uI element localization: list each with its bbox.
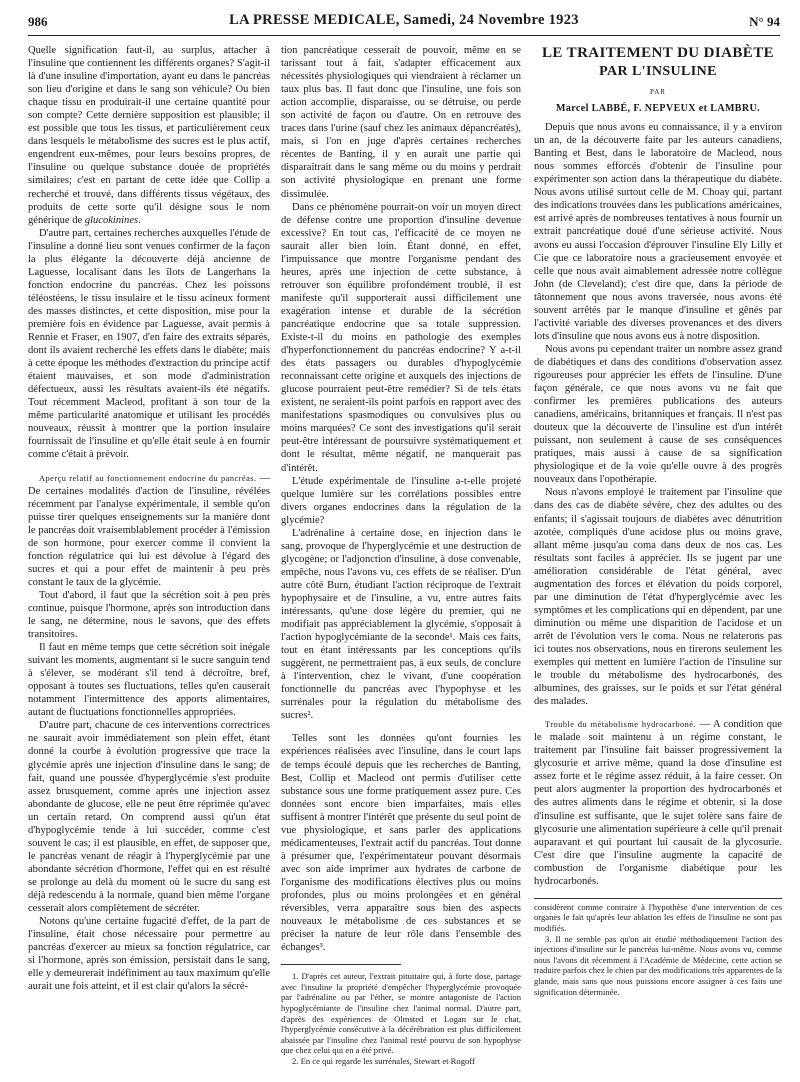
page-number: 986 (28, 14, 48, 29)
section-heading: Trouble du métabolisme hydrocarboné. (545, 720, 697, 730)
paragraph: Trouble du métabolisme hydrocarboné. — A condition que le malade soit maintenu à un régime constant, le traitement par l'insuline fait baisser progressivement la glycosurie et arrive même, quand la dose d'insuline est assez forte et le régime assez réduit, à la faire cesser. On peut alors augmenter la proportion des hydrocarbonés et des autres aliments dans le régime et obtenir, si la dose d'insuline est suffisante, que le sujet tolère sans faire de glycosurie une alimentation supérieure à celle qu'il prenait auparavant et qui pourtant lui causait de la glycosurie. C'est dire que l'insuline augmente la capacité de combustion de l'organisme diabétique pour les hydrocarbonés. (534, 719, 782, 887)
paragraph: L'adrénaline à certaine dose, en injection dans le sang, provoque de l'hyperglycémie et une destruction de glycogène; or l'adjonction d'insuline, à dose convenable, empêche, nous l'avons vu, ces effets de se réaliser. D'un autre côté Burn, étudiant l'action réciproque de l'extrait hypophysaire et de l'insuline, a vu, entre autres faits intéressants, qu'une dose légère du premier, qui ne modifiait pas appréciablement la glycémie, s'opposait à l'action hypoglycémiante de la seconde¹. Mais ces faits, tout en étant intéressants par les conceptions qu'ils suggèrent, ne permettraient pas, à eux seuls, de conclure à l'intervention, chez le vivant, d'une coopération fonctionnelle du pancréas avec l'hypophyse et les surrénales pour la régulation du métabolisme des sucres². (281, 527, 521, 722)
paragraph: Aperçu relatif au fonctionnement endocrine du pancréas. — De certaines modalités d'action de l'insuline, révélées récemment par l'analyse expérimentale, il semble qu'on puisse tirer quelques enseignements sur la manière dont le pancréas doit vraisemblablement procéder à l'émission de son hormone, pour exercer comme il convient la fonction régulatrice qui lui est dévolue à l'égard des sucres et qui a pour effet de maintenir à peu près constant le taux de la glycémie. (28, 472, 270, 588)
footnote: 3. Il ne semble pas qu'on ait étudié méthodiquement l'action des injections d'insuline sur le pancréas lui-même. Nous avons vu, comme nous l'avons dit récemment à l'Académie de Médecine, cette action se traduire parfois chez le chien par des modifications très apparentes de la glande, mais sans que nous puissions encore assigner à ces faits une signification déterminée. (534, 933, 782, 997)
article-title-line2: PAR L'INSULINE (599, 64, 717, 79)
footnote-continued: considèrent comme contraire à l'hypothèse d'une intervention de ces organes le fait qu'après leur ablation les effets de l'insuline ne sont pas modifiés. (534, 898, 782, 934)
column-right (534, 44, 782, 997)
paragraph: Telles sont les données qu'ont fournies les expériences réalisées avec l'insuline, dans le court laps de temps écoulé depuis que les recherches de Banting, Best, Collip et Macleod ont permis d'utiliser cette substance sous une forme pratiquement assez pure. Ces données sont encore bien imparfaites, mais elles suffisent à montrer l'intérêt que présente du seul point de vue physiologique, et sans parler des applications médicamenteuses, l'extrait actif du pancréas. Tout donne à présumer que, l'expérimentateur pouvant désormais avec son aide imprimer aux hydrates de carbone de l'organisme des modifications électives plus ou moins profondes, plus ou moins prolongées et en général réversibles, verra apparaître sous bien des aspects nouveaux le métabolisme de ces substances et se préciser la nature de leur rôle dans l'ensemble des échanges³. (281, 733, 521, 954)
column-middle (281, 44, 521, 1067)
footnote: 2. En ce qui regarde les surrénales, Stewart et Rogoff (292, 1055, 475, 1066)
paragraph: Nous avons pu cependant traiter un nombre assez grand de diabétiques et dans des conditions d'observation assez rigoureuses pour apprécier les effets de l'insuline. D'une façon générale, ce que nous avons vu ne fait que confirmer les premières publications des auteurs canadiens, américains, britanniques et français. Il n'est pas douteux que la découverte de l'insuline est d'un intérêt puissant, non seulement à cause de ses conséquences pratiques, mais aussi à cause de sa signification physiologique et de la voie qu'elle ouvre à des progrès nouveaux dans l'opothérapie. (534, 343, 782, 486)
issue-number: N° 94 (749, 14, 780, 29)
paragraph: tion pancréatique cesserait de pouvoir, même en se tarissant tout à fait, s'adapter efficacement aux nécessités physiologiques qui viendraient à réclamer un taux plus bas. Il faut donc que l'insuline, une fois son action accomplie, disparaisse, ou se détruise, ou perde son activité de façon ou d'autre. On en retrouve des traces dans l'urine (sauf chez les animaux dépancréatés), mais, si l'on en juge d'après certaines recherches récentes de Banting, il y en aurait une partie qui disparaîtrait dans le sang même ou du moins y perdrait son activité physiologique en prenant une forme dissimulée. (281, 45, 521, 200)
paragraph: Tout d'abord, il faut que la sécrétion soit à peu près continue, puisque l'hormone, après son introduction dans le sang, ne détermine, nous le savons, que des effets transitoires. (28, 589, 270, 641)
paragraph: Il faut en même temps que cette sécrétion soit inégale suivant les moments, augmentant si le sucre sanguin tend à s'élever, se modérant s'il tend à décroître, bref, opposant à toutes ses fluctuations, telles qu'en causerait notamment l'intermittence des apports alimentaires, autant de fluctuations fonctionnelles appropriées. (28, 642, 270, 719)
paragraph: Nous n'avons employé le traitement par l'insuline que dans des cas de diabète sévère, chez des adultes ou des enfants; il s'agissait toujours de diabètes avec dénutrition azotée, compliqués d'une acidose plus ou moins grave, allant même jusqu'au coma dans deux de nos cas. Les résultats sont faciles à apprécier. Ils se jugent par une amélioration considérable de l'état général, avec augmentation des forces et élévation du poids corporel, par une diminution de l'état d'hyperglycémie avec les symptômes et les complications qui en dépendent, par une diminution ou même une disparition de l'acidose et un arrêt de l'évolution vers le coma. Nous ne relaterons pas ici toutes nos observations, nous en tirerons seulement les exemples qui mettent en lumière l'action de l'insuline sur le trouble du métabolisme des hydrocarbonés, des albumines, des graisses, sur le poids et sur l'état général des malades. (534, 487, 782, 708)
paragraph: L'étude expérimentale de l'insuline a-t-elle projeté quelque lumière sur les corrélations possibles entre divers organes endocrines dans la régulation de la glycémie? (281, 475, 521, 526)
article-heading (534, 44, 782, 115)
paragraph: Depuis que nous avons eu connaissance, il y a environ un an, de la découverte faite par les auteurs canadiens, Banting et Best, dans le laboratoire de Macleod, nous nous sommes efforcés d'obtenir de l'insuline pour expérimenter son action dans la thérapeutique du diabète. Nous avons utilisé surtout celle de M. Choay qui, partant des indications trouvées dans les publications américaines, est arrivé après de nombreuses tentatives à nous fournir un extrait pancréatique doué d'une sérieuse activité. Nous avons eu aussi l'occasion d'éprouver l'insuline Ely Lilly et Cie que ce laboratoire nous a gracieusement envoyée et celle que nous avait aimablement adressée notre collègue John (de Cleveland); c'est dire que, dans la période de tâtonnement que nous avons traversée, nous avons été souvent arrêtés par le manque d'insuline et gênés par l'activité variable des diverses provenances et des divers lots d'insuline que nous avons eus à notre disposition. (534, 122, 782, 342)
column-left (28, 44, 270, 993)
paragraph: Quelle signification faut-il, au surplus, attacher à l'insuline que contiennent les différents organes? S'agit-il là d'une insuline d'importation, ayant eu dans le pancréas son lieu d'origine et dans le sang son véhicule? Ou bien chaque tissu en produirait-il une certaine quantité pour son compte? Cette dernière supposition est plausible; il est possible que tous les tissus, et particulièrement ceux dans lesquels le métabolisme des sucres est le plus actif, engendrent eux-mêmes, pour leurs besoins propres, de l'insuline ou quelque substance douée de propriétés similaires; c'est en partant de cette idée que Collip a recherché et trouvé, dans différents tissus végétaux, des produits de cette sorte qu'il désigne sous le nom générique de glucokinines. (28, 45, 270, 226)
term-glucokinines: glucokinines (84, 214, 139, 226)
paragraph: D'autre part, certaines recherches auxquelles l'étude de l'insuline a donné lieu sont venues confirmer de la façon la plus élégante la découverte déjà ancienne de Laguesse, localisant dans les îlots de Langerhans la fonction endocrine du pancréas. Chez les poissons téléostéens, le tissu insulaire et le tissu acineux forment des masses distinctes, et cette disposition, mise pour la première fois en évidence par Laguesse, avait permis à Rennie et Fraser, en 1907, d'en faire des extraits séparés, dont ils avaient recherché les effets dans le diabète; mais à cette époque les méthodes d'extraction du principe actif étaient mauvaises, et son mode d'administration défectueux, aussi les résultats avaient-ils été négatifs. Tout récemment Macleod, profitant à son tour de la même particularité anatomique et utilisant les procédés nouveaux, réussit à montrer que la portion insulaire fournissait de l'insuline et qu'elle était seule à en fournir comme c'était à prévoir. (28, 227, 270, 461)
paragraph: D'autre part, chacune de ces interventions correctrices ne saurait avoir immédiatement son plein effet, étant donné la courbe à évolution progressive que trace la glycémie après une injection d'insuline dans le sang; de fait, quand une poussée d'hyperglycémie s'est produite assez brusquement, comme après une injection assez abondante de glucose, elle ne peut être réprimée qu'avec un certain retard. On comprend aussi qu'un état d'hypoglycémie tende à lui succéder, comme c'est souvent le cas; il est plausible, en effet, de supposer que, le pancréas venant de réagir à l'hyperglycémie par une abondante sécrétion d'hormone, l'effet qui en est résulté se prolonge au delà du moment où le sucre du sang est déjà redescendu à la normale, quand bien même l'organe cesserait alors complètement de sécréter. (28, 720, 270, 915)
section-heading: Aperçu relatif au fonctionnement endocrine du pancréas. (39, 473, 257, 483)
header-rule (28, 35, 780, 36)
article-authors: Marcel LABBÉ, F. NEPVEUX et LAMBRU. (556, 103, 760, 115)
byline-par: PAR (650, 88, 666, 96)
footnote-rule (281, 964, 401, 965)
article-title: LE TRAITEMENT DU DIABÈTE (541, 45, 775, 61)
journal-title: LA PRESSE MEDICALE, Samedi, 24 Novembre 1923 (229, 12, 579, 28)
paragraph: Dans ce phénomène pourrait-on voir un moyen direct de défense contre une proportion d'insuline devenue excessive? En tout cas, l'efficacité de ce moyen ne saurait aller bien loin. Étant donné, en effet, l'impuissance que montre l'organisme pendant des heures, après une injection de cette substance, à retrouver son équilibre profondément troublé, il est manifeste qu'il supporterait aussi difficilement une exagération intense et durable de la sécrétion pancréatique endocrine que sa totale suppression. Existe-t-il du moins en pathologie des exemples d'hyperfonctionnement du pancréas endocrine? Y a-t-il des états passagers ou durables d'hypoglycémie reconnaissant cette origine et auxquels des injections de glucose pourraient peut-être remédier? Si de tels états existent, ne seraient-ils point parfois en rapport avec des manifestations spasmodiques ou convulsives plus ou moins marquées? Ce sont des investigations qu'il serait peut-être intéressant de poursuivre systématiquement et dont le résultat, même négatif, ne manquerait pas d'intérêt. (281, 201, 521, 474)
paragraph: Notons qu'une certaine fugacité d'effet, de la part de l'insuline, était chose nécessaire pour permettre au pancréas d'exercer au mieux sa fonction régulatrice, car si l'hormone, après son émission, persistait dans le sang, elle y demeurerait indéfiniment au taux maximum qu'elle aurait une fois atteint, et il est clair qu'alors la sécré- (28, 916, 270, 993)
footnote: 1. D'après cet auteur, l'extrait pituitaire qui, à forte dose, partage avec l'insuline la propriété d'empêcher l'hyperglycémie provoquée par l'adrénaline ou par l'éther, se montre antagoniste de l'action hypoglycémiante de l'insuline chez l'animal normal. D'autre part, d'après des expériences de Olmsted et Logan sur le chat, l'hyperglycémie consécutive à la décérébration est plus difficilement abaissée par l'insuline chez l'animal resté pourvu de son hypophyse que chez celui qui en a été privé. (281, 971, 521, 1056)
